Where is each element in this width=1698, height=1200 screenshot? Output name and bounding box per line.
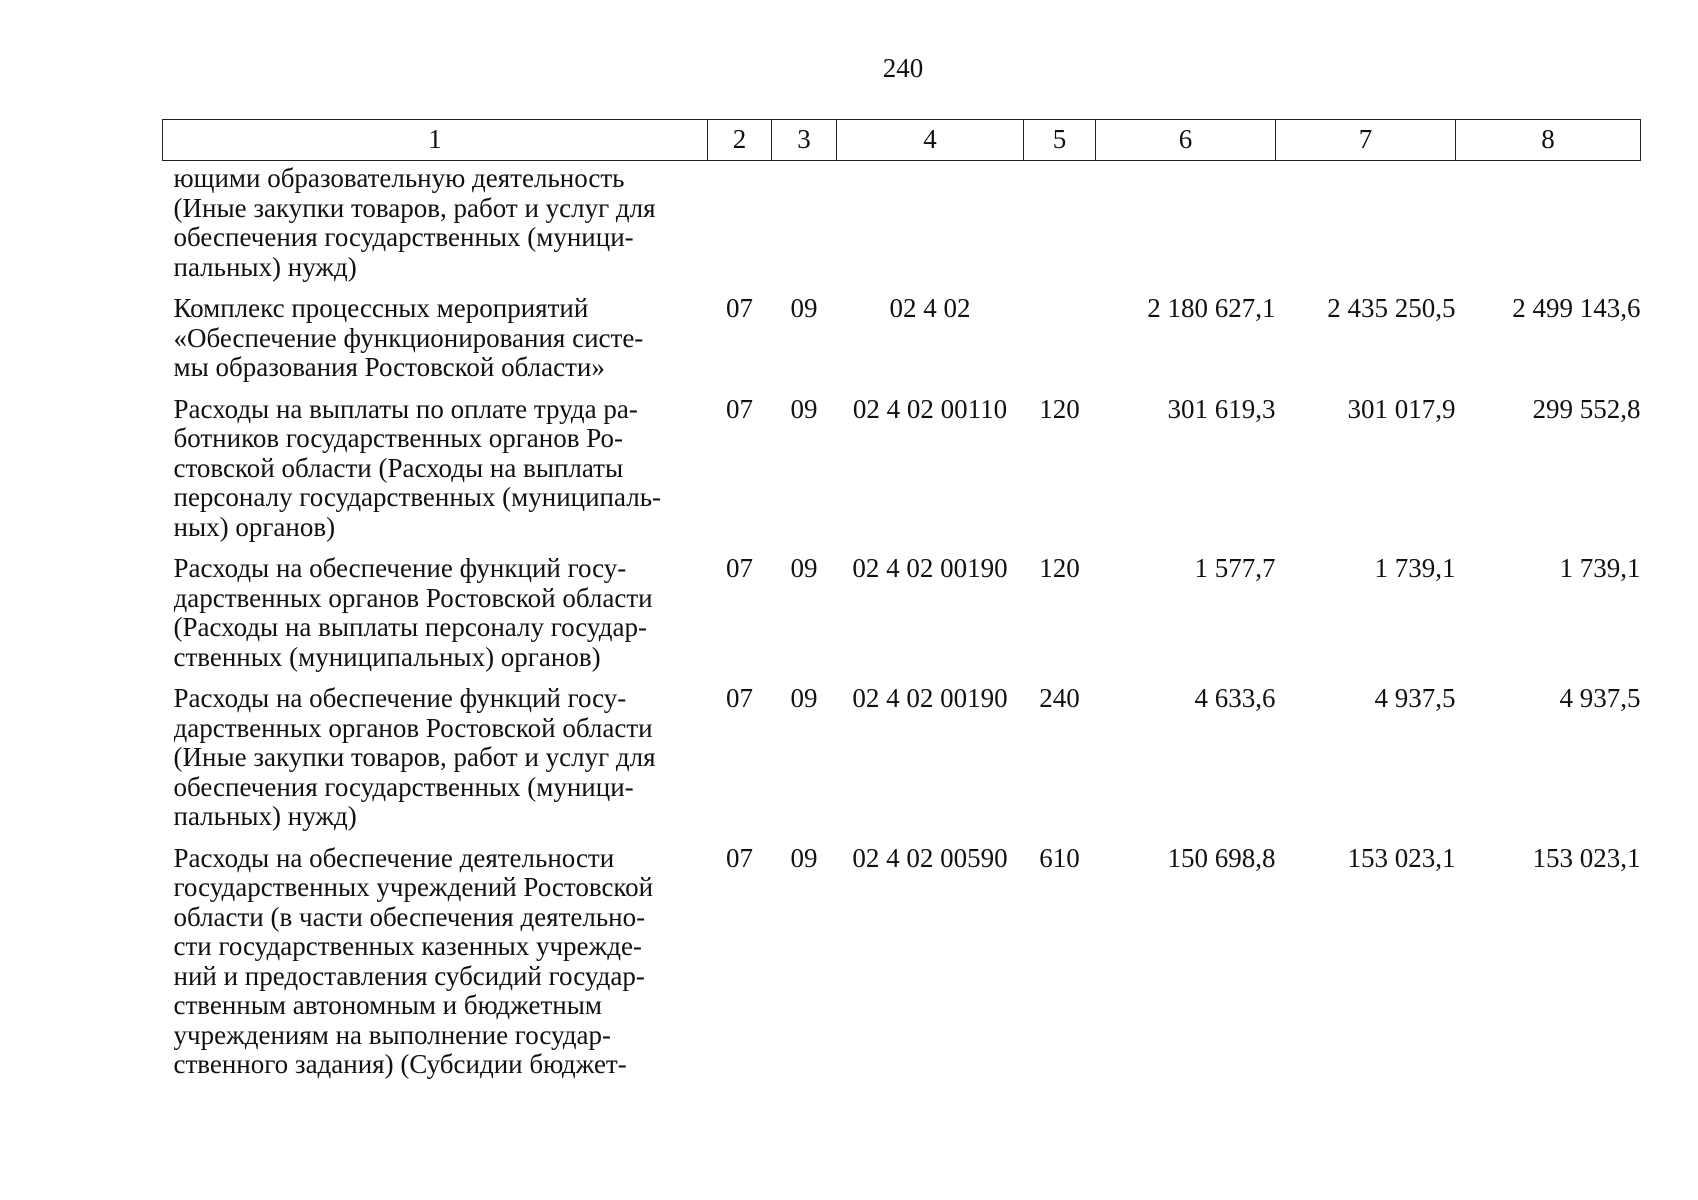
description-line: учреждениям на выполнение государ- [173,1020,612,1050]
section-cell: 07 [726,293,753,323]
description-line: ний и предоставления субсидий государ- [173,961,645,991]
description-line: дарственных органов Ростовской области [173,583,653,613]
description-line: ных) органов) [173,512,336,542]
description-line: пальных) нужд) [173,802,357,831]
amount-cell-8: 4 937,5 [1559,683,1641,713]
description-line: сти государственных казенных учрежде- [173,932,642,961]
description-line: Расходы на обеспечение деятельности [173,843,615,873]
description-cell [163,161,708,295]
description-line: персоналу государственных (муниципаль- [173,483,662,512]
section-cell: 07 [726,553,753,583]
budget-table [162,119,1641,1092]
amount-cell-7: 2 435 250,5 [1327,293,1456,323]
description-line: (Иные закупки товаров, работ и услуг для [173,743,656,772]
amount-cell-6 [1096,161,1276,295]
target-item-cell: 02 4 02 00190 [852,683,1008,713]
amount-cell-6: 2 180 627,1 [1147,293,1276,323]
expense-type-cell [1024,294,1096,395]
column-header-8: 8 [1456,120,1641,161]
amount-cell-7: 4 937,5 [1374,683,1456,713]
column-header-5: 5 [1024,120,1096,161]
description-line: дарственных органов Ростовской области [173,713,653,743]
column-header-3: 3 [772,120,837,161]
subsection-cell [772,161,837,295]
description-line: ботников государственных органов Ро- [173,424,624,453]
expense-type-cell [1024,161,1096,295]
amount-cell-6: 150 698,8 [1167,842,1276,873]
target-item-cell: 02 4 02 [889,293,971,323]
table-row [163,554,1641,684]
amount-cell-6: 1 577,7 [1194,553,1276,583]
target-item-cell: 02 4 02 00590 [852,842,1008,873]
description-line: «Обеспечение функционирования систе- [173,323,644,353]
description-line: обеспечения государственных (муници- [173,223,634,252]
description-line: (Иные закупки товаров, работ и услуг для [173,193,656,223]
expense-type-cell: 610 [1039,842,1080,873]
amount-cell-6: 301 619,3 [1167,393,1276,424]
column-header-4: 4 [837,120,1024,161]
description-line: ющими образовательную деятельность [173,164,625,193]
table-row [163,395,1641,555]
amount-cell-8 [1456,161,1641,295]
description-line: стовской области (Расходы на выплаты [173,453,624,483]
target-item-cell: 02 4 02 00110 [852,393,1008,424]
expense-type-cell: 240 [1039,683,1080,713]
section-cell: 07 [726,683,753,713]
description-cell [163,844,708,1092]
description-line: ственного задания) (Субсидии бюджет- [173,1050,627,1079]
subsection-cell: 09 [790,842,818,873]
section-cell: 07 [726,393,753,424]
expense-type-cell: 120 [1039,393,1080,424]
description-cell [163,395,708,555]
target-item-cell [837,161,1024,295]
page-number: 240 [882,53,924,83]
description-line: Расходы на обеспечение функций госу- [173,684,627,713]
description-line: пальных) нужд) [173,252,357,282]
description-line: государственных учреждений Ростовской [173,873,654,902]
amount-cell-8: 153 023,1 [1532,842,1641,873]
column-header-7: 7 [1276,120,1456,161]
table-body [163,161,1641,1092]
expense-type-cell: 120 [1039,553,1080,583]
description-line: мы образования Ростовской области» [173,353,605,382]
section-cell: 07 [726,842,753,873]
description-line: обеспечения государственных (муници- [173,772,634,802]
section-cell [708,161,772,295]
description-cell [163,684,708,844]
description-line: Расходы на выплаты по оплате труда ра- [173,394,638,424]
amount-cell-8: 1 739,1 [1559,553,1641,583]
target-item-cell: 02 4 02 00190 [852,553,1008,583]
subsection-cell: 09 [790,553,818,583]
amount-cell-8: 299 552,8 [1532,393,1641,424]
column-header-6: 6 [1096,120,1276,161]
table-header-row [163,120,1641,161]
description-line: Комплекс процессных мероприятий [173,294,589,323]
amount-cell-7: 153 023,1 [1347,842,1456,873]
table-row [163,844,1641,1092]
description-line: ственным автономным и бюджетным [173,991,602,1020]
subsection-cell: 09 [790,683,818,713]
description-cell [163,554,708,684]
amount-cell-7: 301 017,9 [1347,393,1456,424]
subsection-cell: 09 [790,393,818,424]
table-row [163,161,1641,295]
subsection-cell: 09 [790,293,818,323]
column-header-2: 2 [708,120,772,161]
description-line: ственных (муниципальных) органов) [173,642,601,672]
amount-cell-6: 4 633,6 [1194,683,1276,713]
amount-cell-8: 2 499 143,6 [1512,293,1641,323]
amount-cell-7: 1 739,1 [1374,553,1456,583]
description-line: (Расходы на выплаты персоналу государ- [173,613,647,642]
table-row [163,684,1641,844]
description-line: области (в части обеспечения деятельно- [173,902,646,932]
column-header-1: 1 [163,120,708,161]
table-row [163,294,1641,395]
description-cell [163,294,708,395]
amount-cell-7 [1276,161,1456,295]
description-line: Расходы на обеспечение функций госу- [173,554,627,583]
